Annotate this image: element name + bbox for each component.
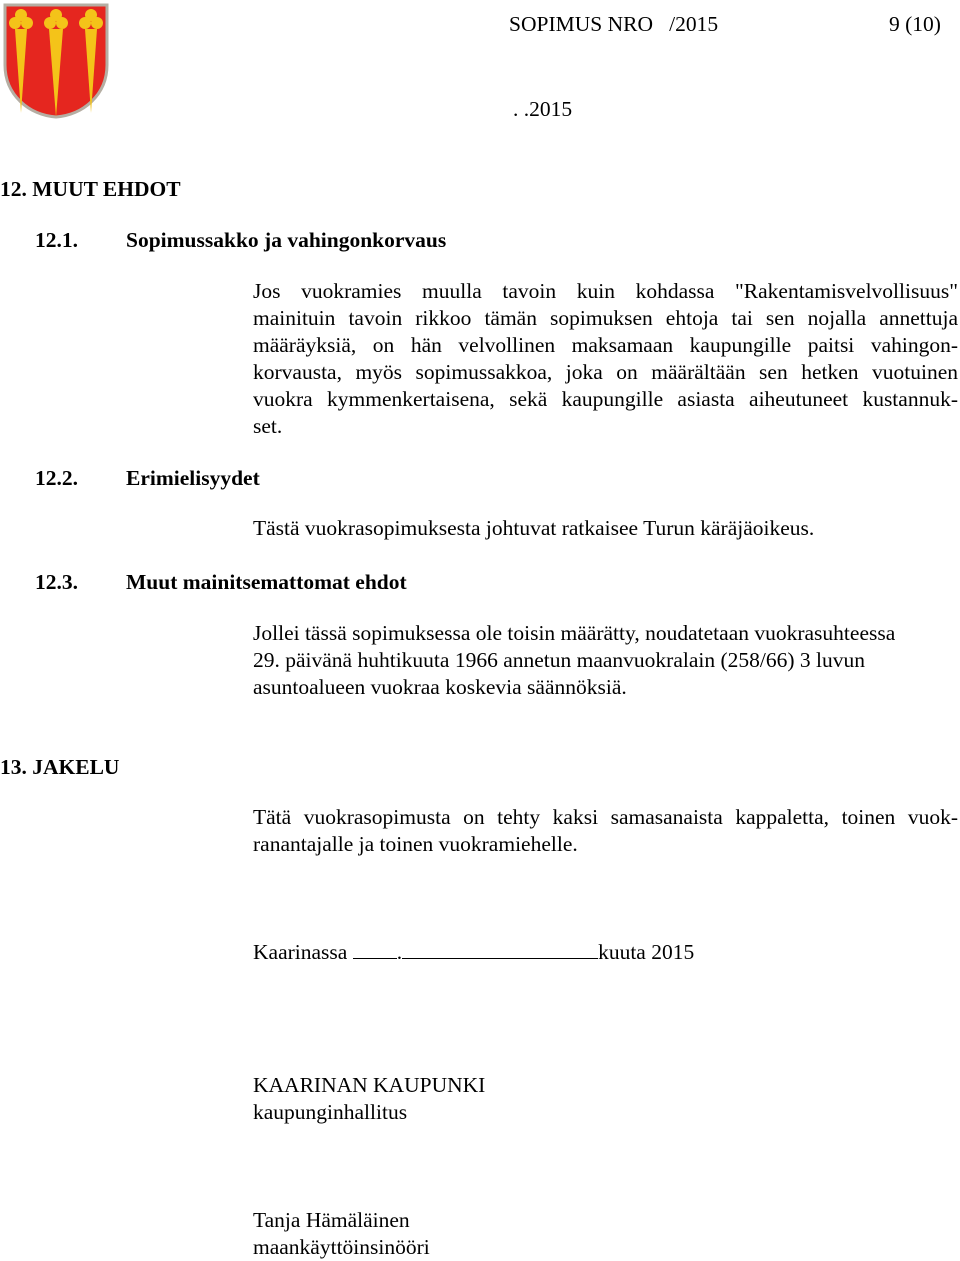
paragraph-line: ranantajalle ja toinen vuokramiehelle. [253, 832, 578, 856]
section-13-heading: 13. JAKELU [0, 755, 120, 779]
coat-of-arms [3, 3, 109, 119]
paragraph-line: korvausta, myös sopimussakkoa, joka on määrältään sen hetken vuotuinen [253, 360, 958, 384]
section-12-1-number: 12.1. [35, 228, 78, 252]
document-date: . .2015 [513, 97, 573, 121]
month-blank-line [402, 938, 598, 959]
section-12-1-paragraph [253, 278, 958, 440]
paragraph-line: mainituin tavoin rikkoo tämän sopimuksen ehtoja tai sen nojalla annettuja [253, 306, 958, 330]
signing-place: Kaarinassa [253, 940, 348, 964]
section-12-2-title: Erimielisyydet [126, 466, 260, 490]
paragraph-line: asuntoalueen vuokraa koskevia säännöksiä. [253, 675, 627, 699]
coat-of-arms-icon [3, 3, 109, 119]
page-number: 9 (10) [889, 12, 941, 36]
paragraph-line: määräyksiä, on hän velvollinen maksamaan kaupungille paitsi vahingon- [253, 333, 958, 357]
signing-place-date [253, 938, 694, 966]
section-12-3-paragraph [253, 620, 958, 701]
paragraph-line: 29. päivänä huhtikuuta 1966 annetun maanvuokralain (258/66) 3 luvun [253, 648, 866, 672]
document-label: SOPIMUS NRO /2015 [509, 12, 719, 36]
section-12-2-text: Tästä vuokrasopimuksesta johtuvat ratkaisee Turun käräjäoikeus. [253, 516, 815, 540]
section-12-3-number: 12.3. [35, 570, 78, 594]
date-separator: . [396, 940, 403, 964]
paragraph-line: Jollei tässä sopimuksessa ole toisin määrätty, noudatetaan vuokrasuhteessa [253, 621, 896, 645]
paragraph-line: set. [253, 414, 283, 438]
day-blank-line [353, 938, 397, 959]
signer-name: Tanja Hämäläinen [253, 1208, 410, 1232]
section-13-paragraph [253, 804, 958, 858]
section-12-1-title: Sopimussakko ja vahingonkorvaus [126, 228, 447, 252]
section-12-heading: 12. MUUT EHDOT [0, 177, 181, 201]
section-12-3-title: Muut mainitsemattomat ehdot [126, 570, 407, 594]
organization-body: kaupunginhallitus [253, 1100, 408, 1124]
organization-name: KAARINAN KAUPUNKI [253, 1073, 486, 1097]
paragraph-line: vuokra kymmenkertaisena, sekä kaupungille asiasta aiheutuneet kustannuk- [253, 387, 958, 411]
paragraph-line: Tätä vuokrasopimusta on tehty kaksi samasanaista kappaletta, toinen vuok- [253, 805, 958, 829]
paragraph-line: Jos vuokramies muulla tavoin kuin kohdassa "Rakentamisvelvollisuus" [253, 279, 958, 303]
signer-title: maankäyttöinsinööri [253, 1235, 430, 1259]
section-12-2-number: 12.2. [35, 466, 78, 490]
month-suffix: kuuta 2015 [598, 940, 695, 964]
